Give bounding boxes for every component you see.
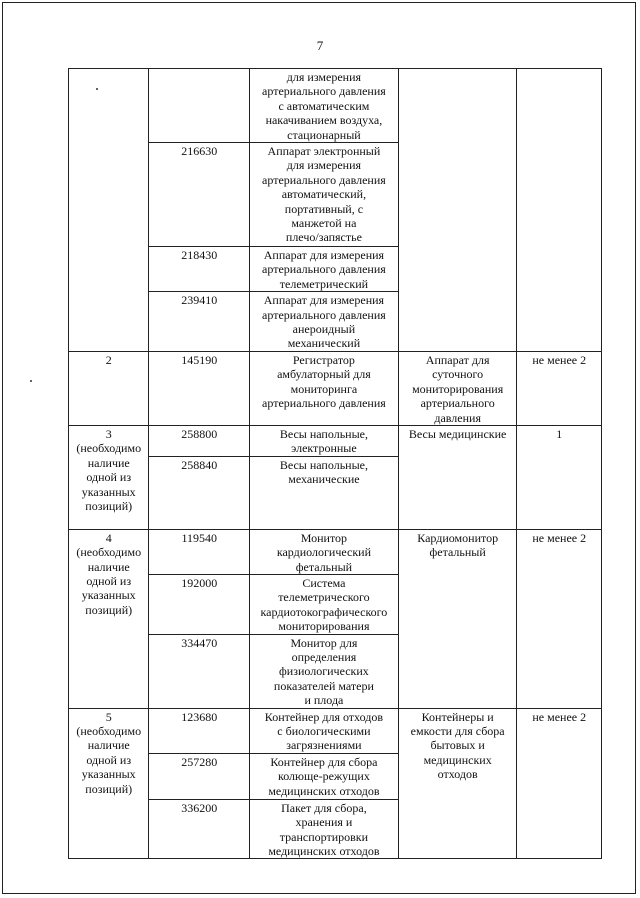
table-row — [69, 708, 602, 753]
item-name: Монитор для определения физиологических показателей матери и плода — [250, 634, 399, 708]
equipment-quantity: не менее 2 — [517, 351, 602, 425]
scan-speck — [30, 380, 32, 382]
page-number: 7 — [316, 38, 324, 53]
position-number: 5 (необходимо наличие одной из указанных позиций) — [69, 708, 149, 859]
equipment-name: Весы медицинские — [398, 425, 517, 529]
item-name: для измерения артериального давления с автоматическим накачиванием воздуха, стационарный — [250, 69, 399, 143]
position-number: 2 — [69, 351, 149, 425]
equipment-table — [68, 68, 602, 859]
item-name: Монитор кардиологический фетальный — [250, 529, 399, 574]
item-code — [149, 69, 250, 143]
item-code: 192000 — [149, 574, 250, 634]
position-number: 4 (необходимо наличие одной из указанных позиций) — [69, 529, 149, 708]
equipment-name: Кардиомонитор фетальный — [398, 529, 517, 708]
item-code: 258840 — [149, 456, 250, 529]
item-code: 123680 — [149, 708, 250, 753]
item-code: 258800 — [149, 425, 250, 456]
item-name: Контейнер для отходов с биологическими загрязнениями — [250, 708, 399, 753]
table-row — [69, 69, 602, 143]
equipment-quantity: не менее 2 — [517, 529, 602, 708]
item-code: 216630 — [149, 143, 250, 247]
item-name: Аппарат для измерения артериального давления телеметрический — [250, 247, 399, 292]
item-name: Регистратор амбулаторный для мониторинга артериального давления — [250, 351, 399, 425]
item-name: Пакет для сбора, хранения и транспортировки медицинских отходов — [250, 799, 399, 859]
equipment-quantity: не менее 2 — [517, 708, 602, 859]
equipment-quantity — [517, 69, 602, 352]
item-name: Аппарат электронный для измерения артериального давления автоматический, портативный, с манжетой на плечо/запястье — [250, 143, 399, 247]
item-code: 218430 — [149, 247, 250, 292]
item-code: 119540 — [149, 529, 250, 574]
item-code: 239410 — [149, 292, 250, 352]
item-code: 257280 — [149, 753, 250, 799]
equipment-quantity: 1 — [517, 425, 602, 529]
item-code: 145190 — [149, 351, 250, 425]
item-name: Контейнер для сбора колюще-режущих медицинских отходов — [250, 753, 399, 799]
item-code: 336200 — [149, 799, 250, 859]
item-name: Весы напольные, электронные — [250, 425, 399, 456]
item-name: Аппарат для измерения артериального давления анероидный механический — [250, 292, 399, 352]
item-name: Система телеметрического кардиотокографического мониторирования — [250, 574, 399, 634]
item-name: Весы напольные, механические — [250, 456, 399, 529]
item-code: 334470 — [149, 634, 250, 708]
table-row — [69, 425, 602, 456]
table-row — [69, 351, 602, 425]
equipment-name — [398, 69, 517, 352]
table-row — [69, 529, 602, 574]
position-number — [69, 69, 149, 352]
position-number: 3 (необходимо наличие одной из указанных позиций) — [69, 425, 149, 529]
equipment-name: Контейнеры и емкости для сбора бытовых и медицинских отходов — [398, 708, 517, 859]
equipment-name: Аппарат для суточного мониторирования артериального давления — [398, 351, 517, 425]
